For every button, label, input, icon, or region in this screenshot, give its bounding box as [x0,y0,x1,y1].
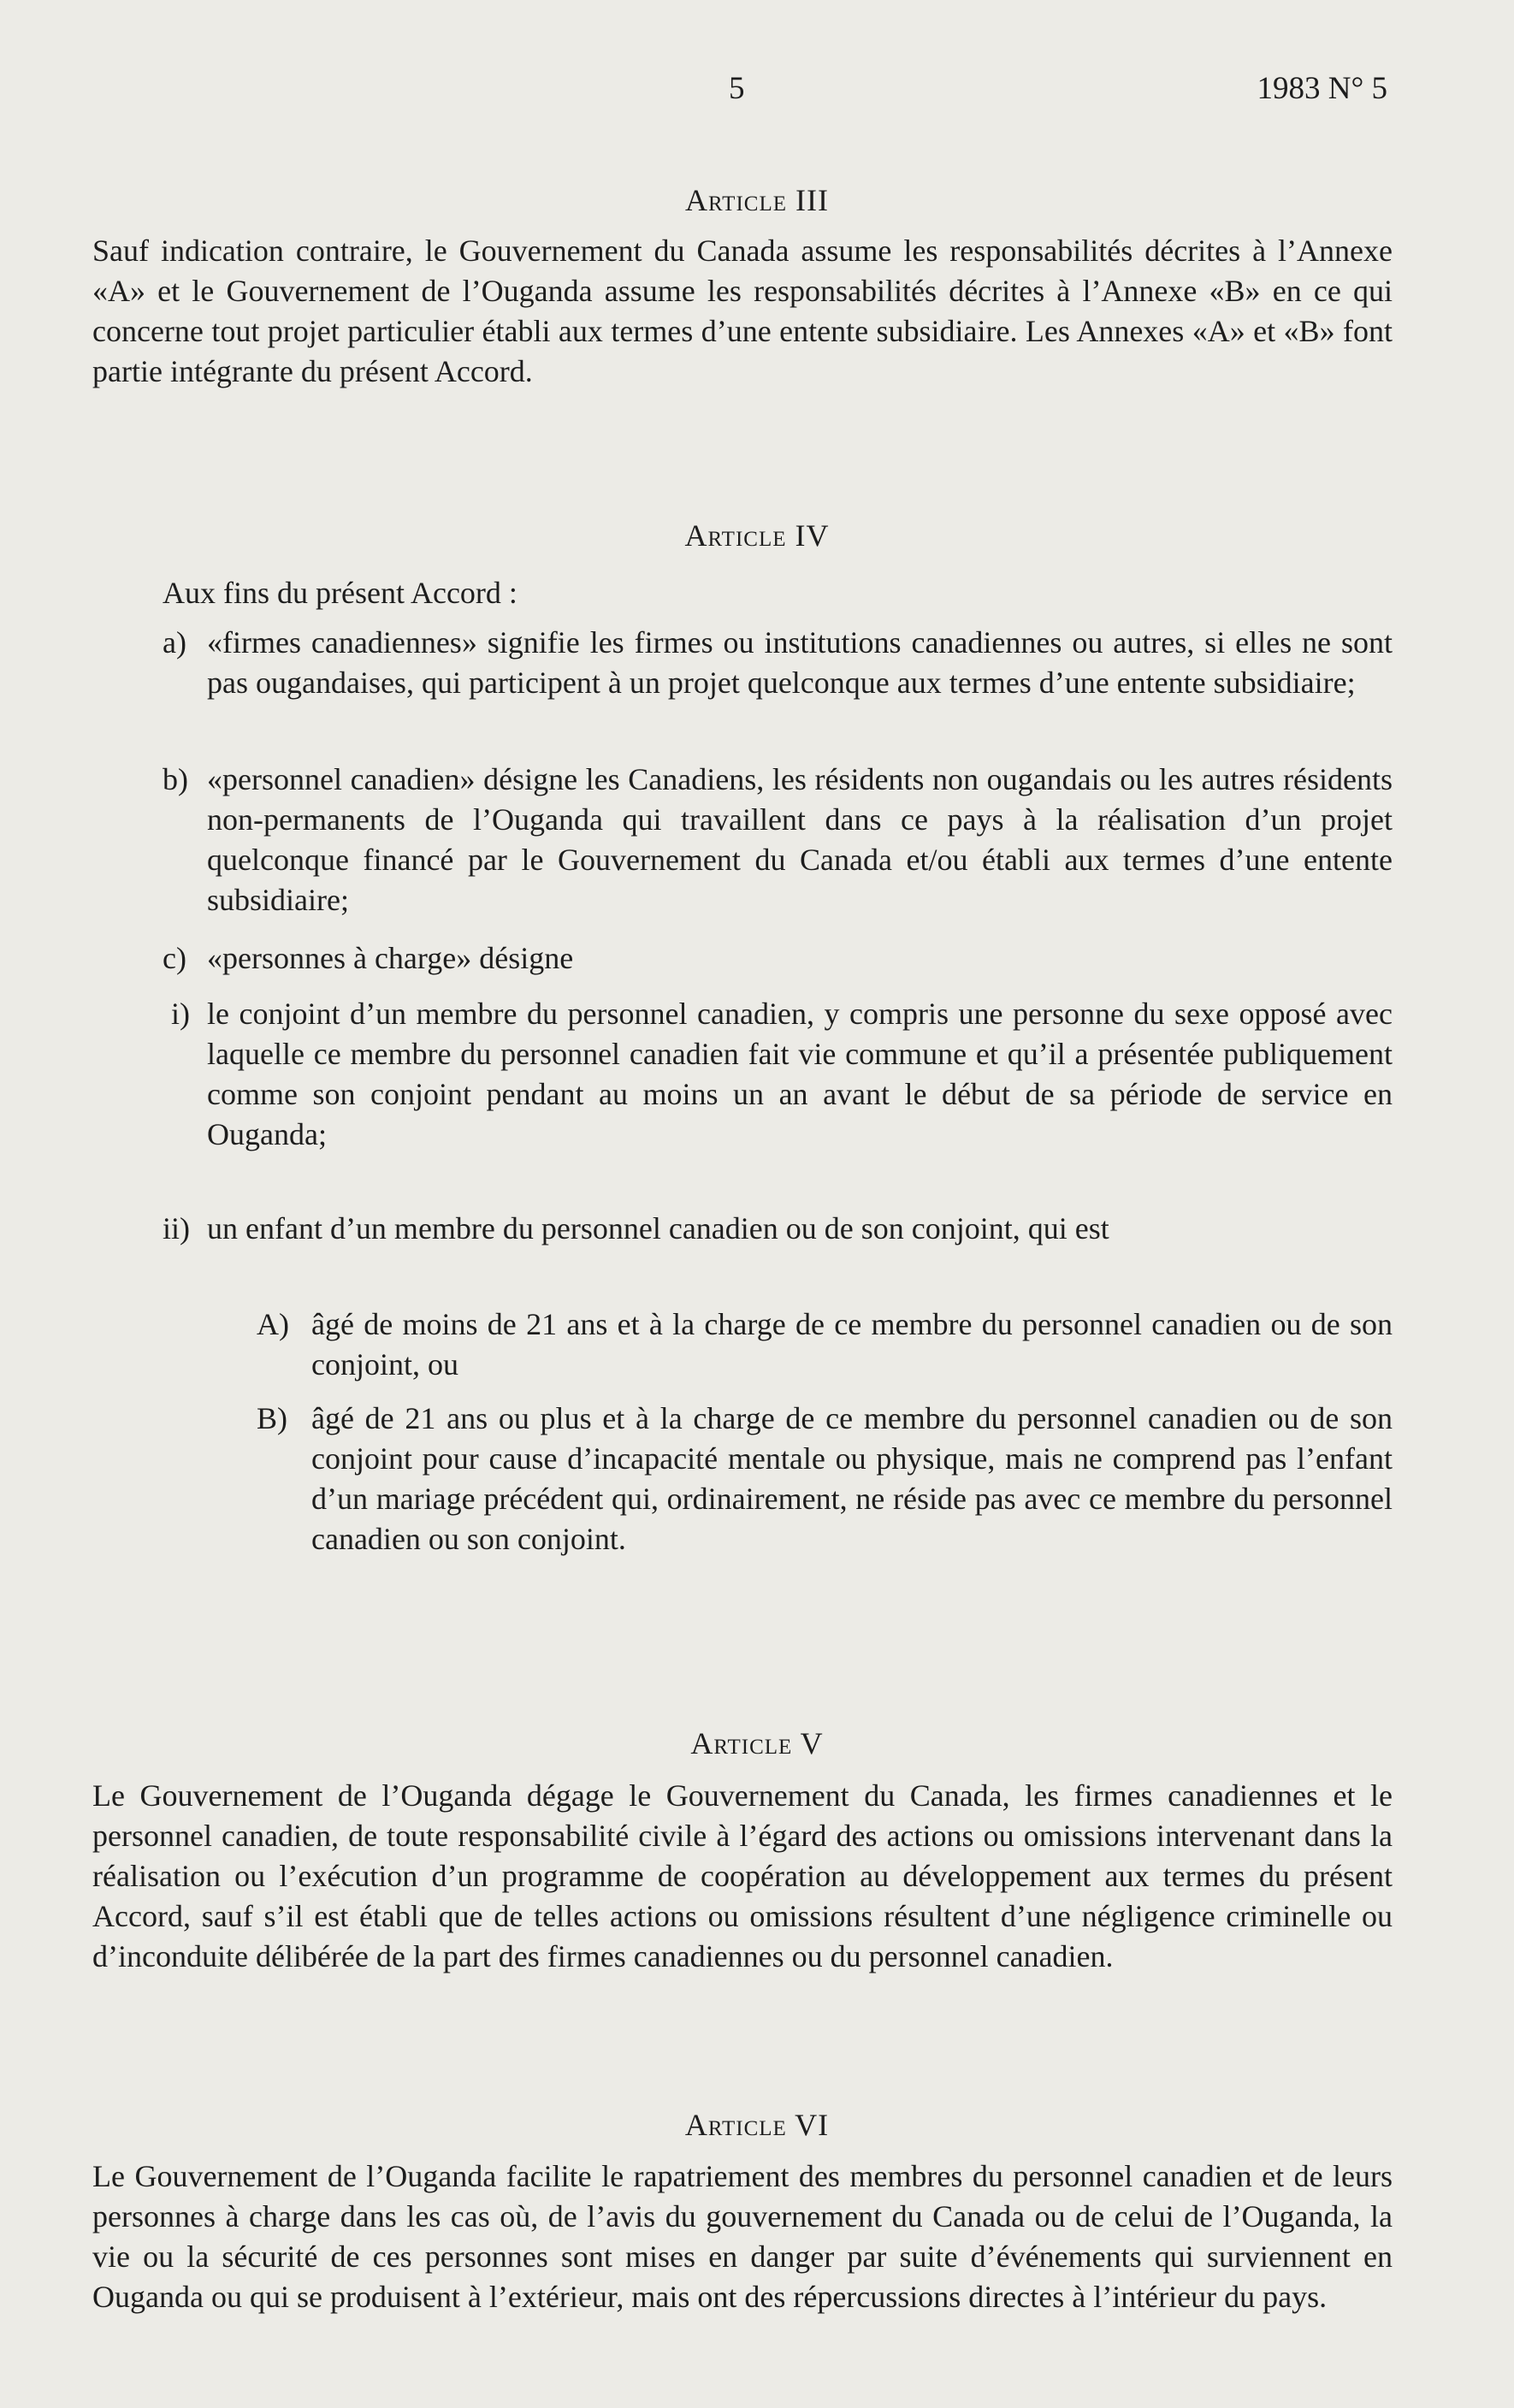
article-4-item-c [163,938,1393,979]
article-3-heading: Article III [685,183,829,217]
page-number: 5 [729,71,745,106]
page-header [0,70,1514,118]
article-4-item-B [257,1399,1393,1559]
item-label: b) [163,762,188,796]
article-5-heading: Article V [690,1726,824,1760]
item-text: «firmes canadiennes» signifie les firmes ou institutions canadiennes ou autres, si elles ne sont pas ougandaises, qui participent à un projet quelconque aux termes d’une entente subsidiaire; [207,625,1393,700]
article-6-text: Le Gouvernement de l’Ouganda facilite le rapatriement des membres du personnel canadien et de leurs personnes à charge dans les cas où, de l’avis du gouvernement du Canada ou de celui de l’Ouganda, la vie ou la sécurité de ces personnes sont mises en danger par suite d’événements qui surviennent en Ouganda ou qui se produisent à l’extérieur, mais ont des répercussions directes à l’intérieur du pays. [92,2159,1393,2314]
article-4-intro: Aux fins du présent Accord : [163,576,517,610]
item-text: âgé de 21 ans ou plus et à la charge de ce membre du personnel canadien ou de son conjoint pour cause d’incapacité mentale ou physique, mais ne comprend pas l’enfant d’un mariage précédent qui, ordinairement, ne réside pas avec ce membre du personnel canadien ou son conjoint. [311,1401,1393,1556]
article-4-item-a [163,623,1393,703]
item-text: «personnes à charge» désigne [207,941,574,975]
item-text: un enfant d’un membre du personnel canadien ou de son conjoint, qui est [207,1211,1109,1245]
article-5-text: Le Gouvernement de l’Ouganda dégage le Gouvernement du Canada, les firmes canadiennes et le personnel canadien, de toute responsabilité civile à l’égard des actions ou omissions intervenant dans la réalisation ou l’exécution d’un programme de coopération au développement aux termes du présent Accord, sauf s’il est établi que de telles actions ou omissions résultent d’une négligence criminelle ou d’inconduite délibérée de la part des firmes canadiennes ou du personnel canadien. [92,1778,1393,1973]
article-3-text: Sauf indication contraire, le Gouvernement du Canada assume les responsabilités décrites à l’Annexe «A» et le Gouvernement de l’Ouganda assume les responsabilités décrites à l’Annexe «B» en ce qui concerne tout projet particulier établi aux termes d’une entente subsidiaire. Les Annexes «A» et «B» font partie intégrante du présent Accord. [92,234,1393,388]
item-text: le conjoint d’un membre du personnel canadien, y compris une personne du sexe opposé avec laquelle ce membre du personnel canadien fait vie commune et qu’il a présentée publiquement comme son conjoint pendant au moins un an avant le début de sa période de service en Ouganda; [207,997,1393,1151]
item-label: B) [257,1401,287,1435]
item-text: âgé de moins de 21 ans et à la charge de ce membre du personnel canadien ou de son conjoint, ou [311,1307,1393,1381]
article-4-item-c-i [171,994,1393,1155]
item-label: c) [163,941,186,975]
article-4-heading: Article IV [684,518,830,553]
item-label: a) [163,625,186,660]
item-label: A) [257,1307,289,1341]
year-number: 1983 N° 5 [1257,71,1387,106]
item-label: ii) [163,1211,190,1245]
article-4-item-b [163,760,1393,920]
article-4-item-A [257,1305,1393,1385]
article-4-item-c-ii [163,1209,1393,1249]
article-6-heading: Article VI [684,2108,830,2142]
item-text: «personnel canadien» désigne les Canadiens, les résidents non ougandais ou les autres résidents non-permanents de l’Ouganda qui travaillent dans ce pays à la réalisation d’un projet quelconque financé par le Gouvernement du Canada et/ou établi aux termes d’une entente subsidiaire; [207,762,1393,917]
item-label: i) [171,997,190,1031]
